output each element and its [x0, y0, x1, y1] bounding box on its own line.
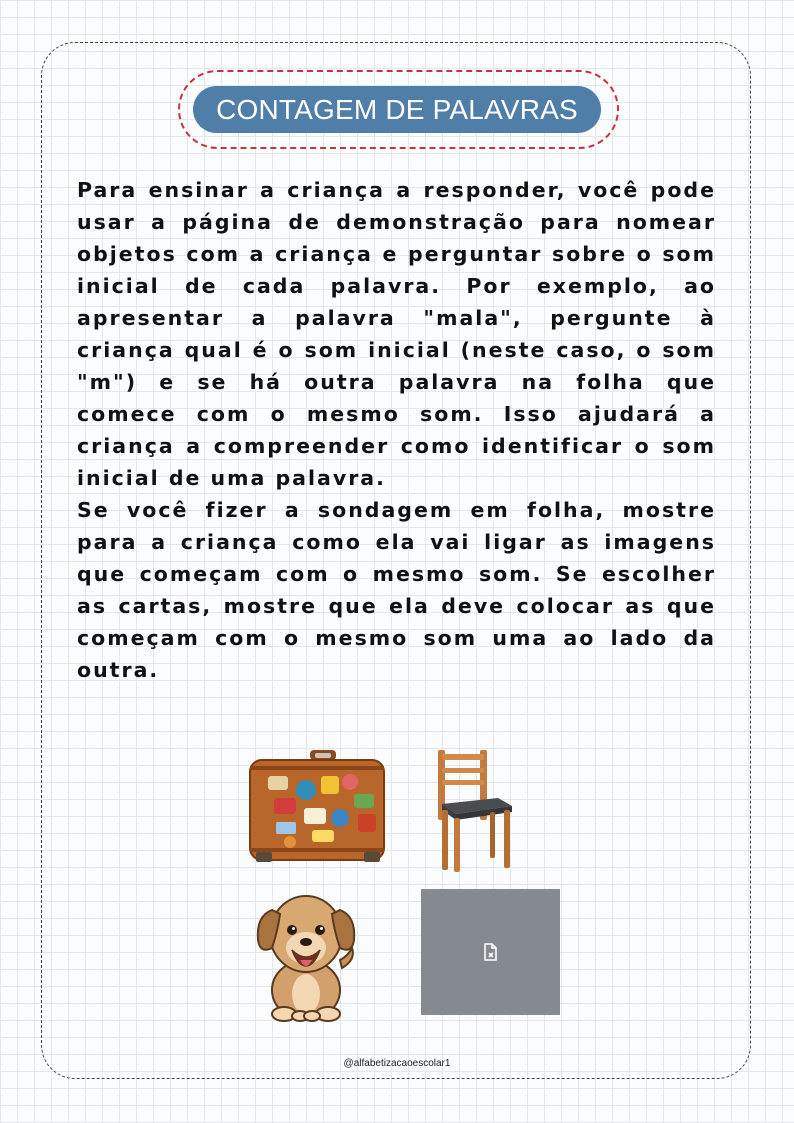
dog-image	[254, 890, 358, 1022]
paragraph-2: Se você fizer a sondagem em folha, mostre para a criança como ela vai ligar as imagens que começam com o mesmo som. Se escolher as cartas, mostre que ela deve colocar as que começam com o mesmo som uma ao lado da outra.	[77, 498, 716, 682]
chair-image	[434, 748, 516, 874]
paragraph-1: Para ensinar a criança a responder, você pode usar a página de demonstração para nomear objetos com a criança e perguntar sobre o som inicial de cada palavra. Por exemplo, ao apresentar a palavra "mala", pergunte à criança qual é o som inicial (neste caso, o som "m") e se há outra palavra na folha que comece com o mesmo som. Isso ajudará a criança a compreender como identificar o som inicial de uma palavra.	[77, 178, 716, 490]
placeholder-image	[421, 889, 560, 1015]
suitcase-image	[246, 748, 394, 866]
footer-handle: @alfabetizacaoescolar1	[343, 1058, 451, 1069]
page-title: CONTAGEM DE PALAVRAS	[193, 86, 601, 133]
broken-image-icon	[481, 942, 501, 962]
instructions-text	[77, 174, 716, 686]
